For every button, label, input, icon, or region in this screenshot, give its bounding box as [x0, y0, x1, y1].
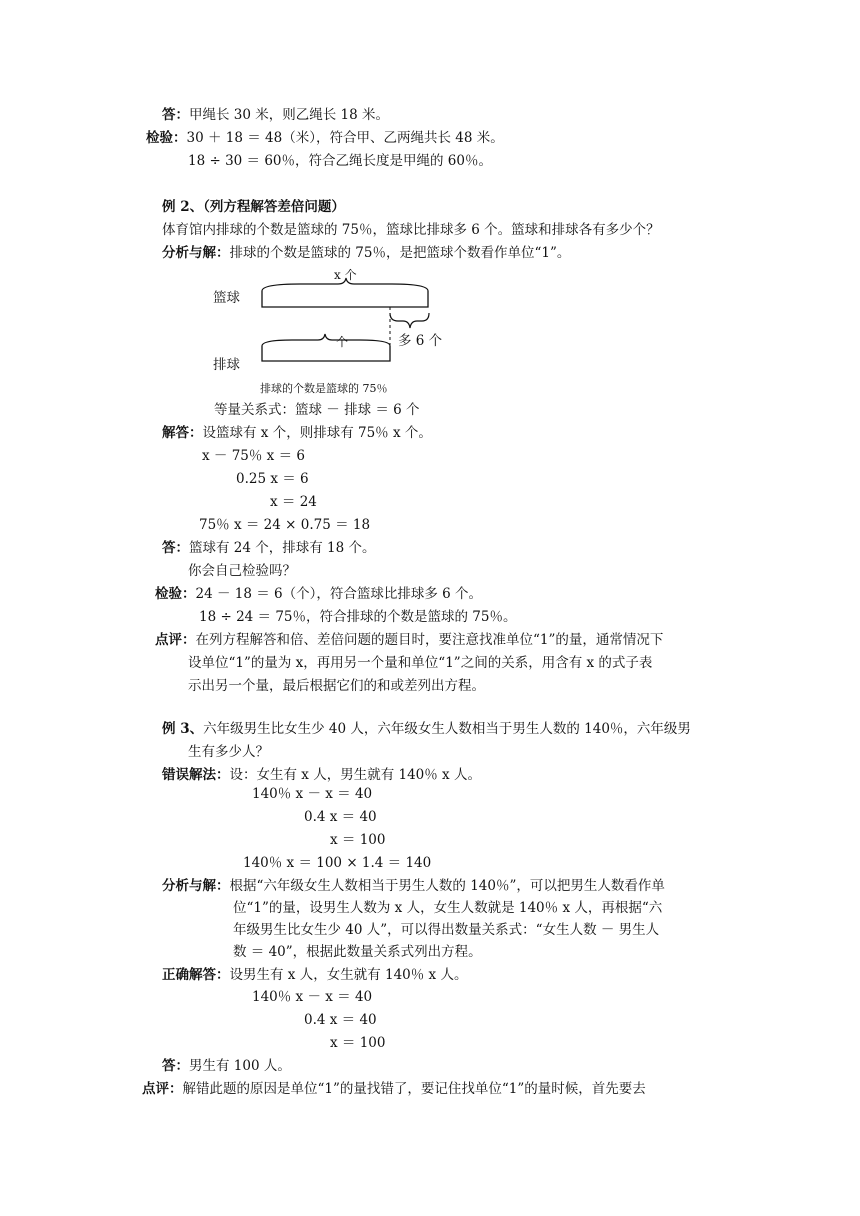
label: 例 3、 [162, 721, 204, 737]
text: 男生有 100 人。 [189, 1058, 291, 1074]
volleyball-label: 排球 [213, 357, 240, 373]
diagram-caption: 排球的个数是篮球的 75％ [260, 382, 388, 395]
basketball-label: 篮球 [213, 290, 240, 306]
comment-line [142, 1080, 646, 1098]
volleyball-brace [262, 334, 390, 346]
analysis-line: 年级男生比女生少 40 人”，可以得出数量关系式：“女生人数 － 男生人 [233, 922, 660, 938]
analysis-line: 位“1”的量，设男生人数为 x 人，女生人数就是 140％ x 人，再根据“六 [233, 900, 663, 916]
problem-text: 体育馆内排球的个数是篮球的 75％，篮球比排球多 6 个。篮球和排球各有多少个？ [162, 222, 660, 238]
text: 解错此题的原因是单位“1”的量找错了，要记住找单位“1”的量时候，首先要去 [182, 1081, 646, 1097]
check-line-2: 18 ÷ 24 ＝ 75％，符合排球的个数是篮球的 75％。 [199, 609, 517, 625]
text: 设男生有 x 人，女生就有 140％ x 人。 [229, 967, 468, 983]
label: 答： [162, 540, 189, 556]
equation-line: 0.4 x ＝ 40 [304, 809, 377, 825]
x-label: x 个 [334, 268, 357, 282]
check-line-2: 18 ÷ 30 ＝ 60％，符合乙绳长度是甲绳的 60％。 [188, 153, 492, 169]
equation-line: 75％ x ＝ 24 × 0.75 ＝ 18 [199, 517, 371, 533]
equation-line: 140％ x － x ＝ 40 [252, 989, 373, 1005]
equation-line: x ＝ 100 [330, 832, 386, 848]
equation-line: x － 75％ x ＝ 6 [202, 448, 305, 464]
relation-line: 等量关系式：篮球 － 排球 ＝ 6 个 [214, 402, 420, 418]
label: 答： [162, 1058, 189, 1074]
difference-brace [390, 313, 429, 328]
label: 点评： [142, 1081, 183, 1097]
answer-line [162, 539, 376, 557]
text: 排球的个数是篮球的 75％，是把篮球个数看作单位“1”。 [229, 245, 571, 261]
text: 根据“六年级女生人数相当于男生人数的 140％”，可以把男生人数看作单 [229, 878, 665, 894]
label: 答： [162, 107, 189, 123]
label: 分析与解： [162, 878, 230, 894]
label: 解答： [162, 425, 203, 441]
text: 设：女生有 x 人，男生就有 140％ x 人。 [229, 767, 481, 783]
wrong-solution-line [162, 766, 481, 784]
text: 篮球有 24 个，排球有 18 个。 [189, 540, 376, 556]
label: 错误解法： [162, 767, 230, 783]
equation-line: x ＝ 100 [330, 1035, 386, 1051]
volleyball-bar [262, 346, 390, 361]
text: 设篮球有 x 个，则排球有 75％ x 个。 [202, 425, 432, 441]
text: 24 － 18 ＝ 6（个），符合篮球比排球多 6 个。 [195, 586, 483, 602]
label: 检验： [155, 586, 196, 602]
example-3-line [162, 720, 691, 738]
equation-line: 0.4 x ＝ 40 [304, 1012, 377, 1028]
comment-line: 设单位“1”的量为 x，再用另一个量和单位“1”之间的关系，用含有 x 的式子表 [188, 655, 653, 671]
equation-line: x ＝ 24 [270, 494, 317, 510]
label: 检验： [146, 130, 187, 146]
answer-line [162, 1057, 291, 1075]
more-label: 多 6 个 [398, 333, 443, 349]
text: 六年级男生比女生少 40 人，六年级女生人数相当于男生人数的 140％，六年级男 [203, 721, 691, 737]
example-2-heading: 例 2、（列方程解答差倍问题） [162, 199, 345, 215]
text: 30 ＋ 18 ＝ 48（米），符合甲、乙两绳共长 48 米。 [186, 130, 504, 146]
check-line [155, 585, 482, 603]
label: 分析与解： [162, 245, 230, 261]
correct-solution-line [162, 966, 467, 984]
question-line: 你会自己检验吗？ [188, 563, 296, 579]
volleyball-top-label: 个 [336, 335, 349, 349]
equation-line: 140％ x － x ＝ 40 [252, 786, 373, 802]
equation-line: 140％ x ＝ 100 × 1.4 ＝ 140 [243, 855, 432, 871]
analysis-line [162, 877, 665, 895]
label: 点评： [155, 632, 196, 648]
text: 在列方程解答和倍、差倍问题的题目时，要注意找准单位“1”的量，通常情况下 [195, 632, 664, 648]
analysis-line: 数 ＝ 40”，根据此数量关系式列出方程。 [233, 944, 482, 960]
equation-line: 0.25 x ＝ 6 [236, 471, 309, 487]
label: 正确解答： [162, 967, 230, 983]
comment-line [155, 631, 663, 649]
solution-line [162, 424, 432, 442]
text: 甲绳长 30 米，则乙绳长 18 米。 [189, 107, 390, 123]
example-3-line: 生有多少人？ [188, 744, 269, 760]
basketball-bar [262, 291, 428, 307]
comment-line: 示出另一个量，最后根据它们的和或差列出方程。 [188, 678, 485, 694]
